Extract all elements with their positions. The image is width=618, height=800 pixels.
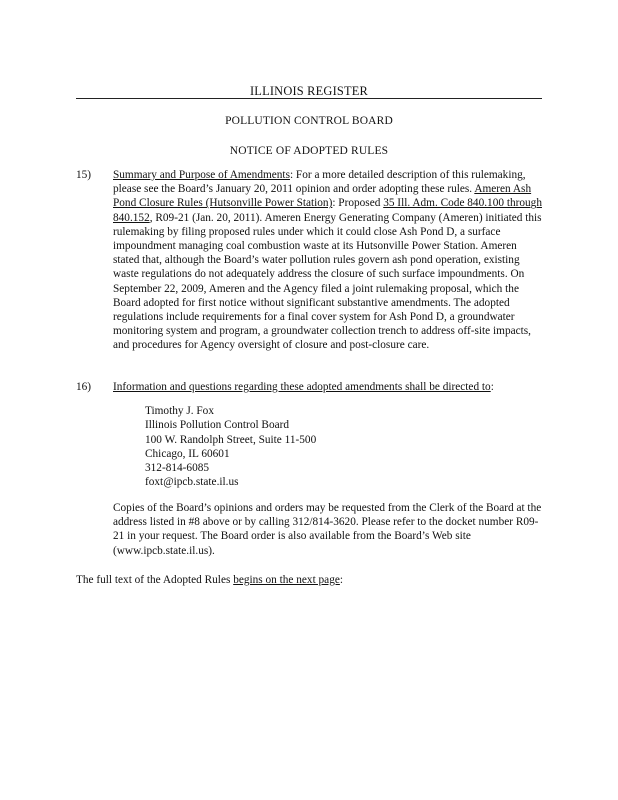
notice-title: NOTICE OF ADOPTED RULES: [229, 145, 389, 157]
contact-street: 100 W. Randolph Street, Suite 11-500: [145, 433, 317, 446]
item-15-text-c: , R09-21 (Jan. 20, 2011). Ameren Energy Generating Company (Ameren) initiated this rulemaking by filing proposed rules under which it could close Ash Pond D, a surface impoundment managing coal combustion waste at its Hutsonville Power Station. Ameren stated that, although the Board’s water pollution rules govern ash pond operation, existing waste regulations do not adequately address the closure of such surface impoundments. On September 22, 2009, Ameren and the Agency filed a joint rulemaking proposal, which the Board adopted for first notice without significant substantive amendments. The adopted regulations include requirements for a final cover system for Ash Pond D, a groundwater monitoring system and program, a groundwater collection trench to address off-site impacts, and procedures for Agency oversight of closure and post-closure care.: [113, 211, 542, 352]
item-15-ref-title: Ameren Ash Pond Closure Rules (Hutsonville Power Station): [113, 183, 532, 210]
contact-email: foxt@ipcb.state.il.us: [145, 476, 239, 489]
final-note: [76, 573, 343, 587]
item-16-number: 16): [76, 381, 92, 393]
item-15-body: [113, 168, 543, 353]
contact-city: Chicago, IL 60601: [145, 447, 230, 460]
contact-phone: 312-814-6085: [145, 462, 210, 475]
board-name: POLLUTION CONTROL BOARD: [225, 115, 393, 127]
contact-org: Illinois Pollution Control Board: [145, 419, 290, 432]
contact-name: Timothy J. Fox: [145, 405, 214, 417]
item-15-paragraph: [113, 168, 543, 353]
contact-block: [145, 404, 316, 490]
item-15-citation: 35 Ill. Adm. Code 840.100 through 840.152: [113, 197, 542, 224]
final-note-plain: The full text of the Adopted Rules: [76, 574, 234, 586]
header-rule: [76, 98, 542, 99]
item-15-text-b: : Proposed: [332, 197, 384, 210]
item-16-colon: :: [490, 381, 494, 393]
final-note-colon: :: [339, 574, 343, 586]
item-16-heading: Information and questions regarding these adopted amendments shall be directed to: [113, 381, 491, 393]
item-16-body: [113, 380, 543, 394]
final-note-underlined: begins on the next page: [233, 574, 340, 586]
item-15-text-a: : For a more detailed description of this rulemaking, please see the Board’s January 20, 2011 opinion and order adopting these rules.: [113, 169, 526, 196]
item-16-paragraph: [113, 380, 543, 394]
item-15-heading: Summary and Purpose of Amendments: [113, 169, 290, 181]
register-title: ILLINOIS REGISTER: [249, 84, 368, 98]
copies-paragraph: Copies of the Board’s opinions and orders may be requested from the Clerk of the Board at the address listed in #8 above or by calling 312/814-3620. Please refer to the docket number R09-21 in your request. The Board order is also available from the Board’s Web site (www.ipcb.state.il.us).: [113, 502, 542, 557]
item-15-number: 15): [76, 169, 92, 181]
